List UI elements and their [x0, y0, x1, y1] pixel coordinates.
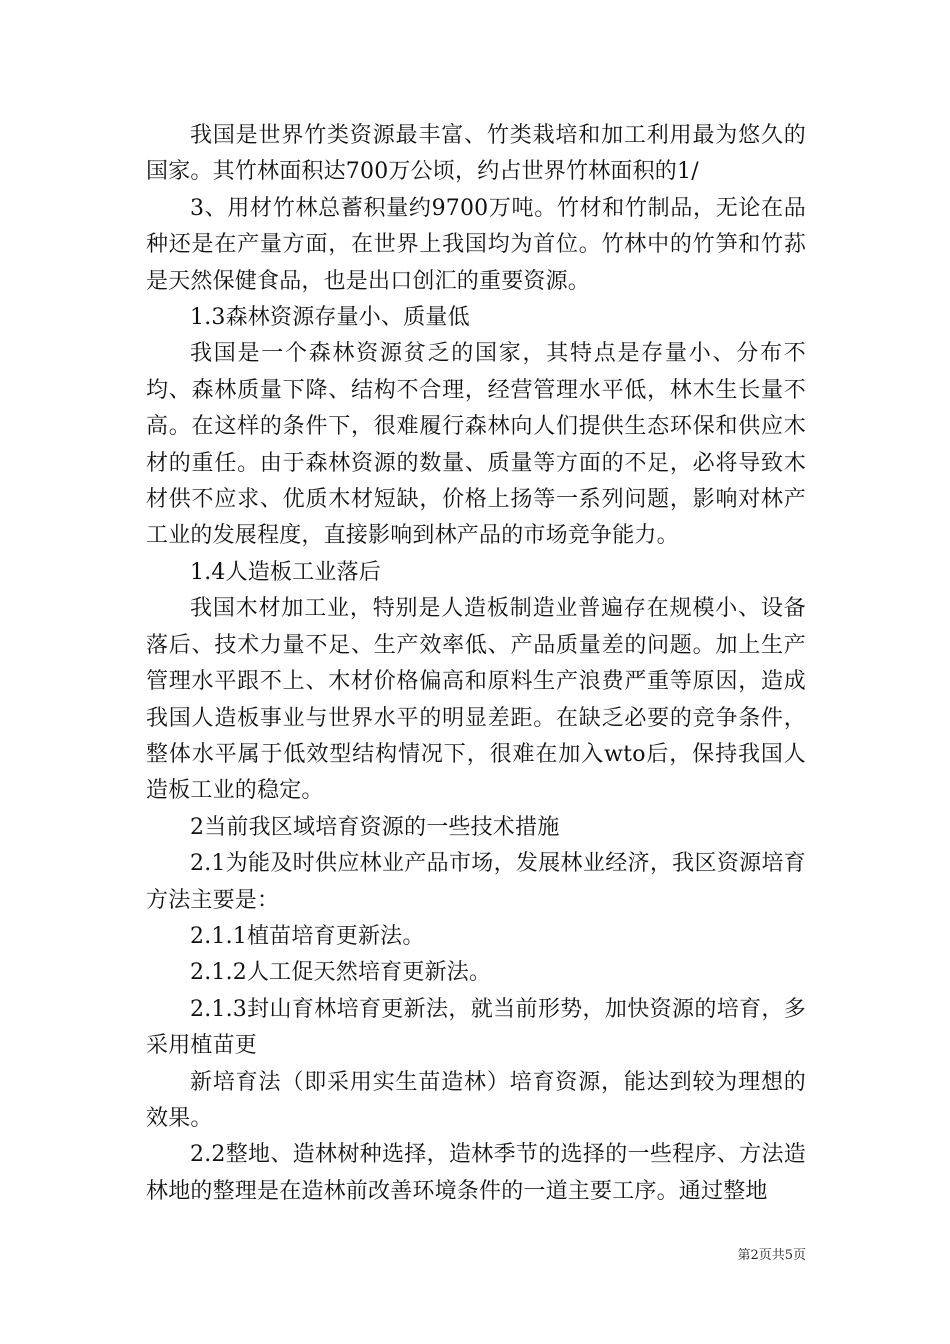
section-heading-2-1: 2.1为能及时供应林业产品市场，发展林业经济，我区资源培育方法主要是：: [146, 851, 806, 913]
list-item-2-1-1: 2.1.1植苗培育更新法。: [190, 923, 425, 949]
document-body: [146, 118, 806, 1210]
list-item-2-1-3: 2.1.3封山育林培育更新法，就当前形势，加快资源的培育，多采用植苗更: [146, 996, 806, 1059]
list-item-2-1-2: 2.1.2人工促天然培育更新法。: [190, 960, 492, 986]
section-heading-1-4: 1.4人造板工业落后: [190, 559, 381, 585]
section-heading-1-3: 1.3森林资源存量小、质量低: [190, 305, 470, 331]
paragraph-bamboo-volume: 3、用材竹林总蓄积量约9700万吨。竹材和竹制品，无论在品种还是在产量方面，在世界上我国均为首位。竹林中的竹笋和竹荪是天然保健食品，也是出口创汇的重要资源。: [146, 195, 806, 294]
page-number: 第2页共5页: [737, 1248, 806, 1263]
paragraph-bamboo-intro: 我国是世界竹类资源最丰富、竹类栽培和加工利用最为悠久的国家。其竹林面积达700万公顷，约占世界竹林面积的1/: [146, 123, 806, 185]
paragraph-forest-resources: 我国是一个森林资源贫乏的国家，其特点是存量小、分布不均、森林质量下降、结构不合理，经营管理水平低，林木生长量不高。在这样的条件下，很难履行森林向人们提供生态环保和供应木材的重任。由于森林资源的数量、质量等方面的不足，必将导致木材供不应求、优质木材短缺，价格上扬等一系列问题，影响对林产工业的发展程度，直接影响到林产品的市场竞争能力。: [146, 341, 806, 549]
section-heading-2-2: 2.2整地、造林树种选择，造林季节的选择的一些程序、方法造林地的整理是在造林前改善环境条件的一道主要工序。通过整地: [146, 1142, 806, 1204]
paragraph-wood-panel-industry: 我国木材加工业，特别是人造板制造业普遍存在规模小、设备落后、技术力量不足、生产效率低、产品质量差的问题。加上生产管理水平跟不上、木材价格偏高和原料生产浪费严重等原因，造成我国人造板事业与世界水平的明显差距。在缺乏必要的竞争条件，整体水平属于低效型结构情况下，很难在加入wto后，保持我国人造板工业的稳定。: [146, 596, 806, 804]
section-heading-2: 2当前我区域培育资源的一些技术措施: [190, 814, 560, 840]
paragraph-seedling-method: 新培育法（即采用实生苗造林）培育资源，能达到较为理想的效果。: [146, 1069, 806, 1131]
